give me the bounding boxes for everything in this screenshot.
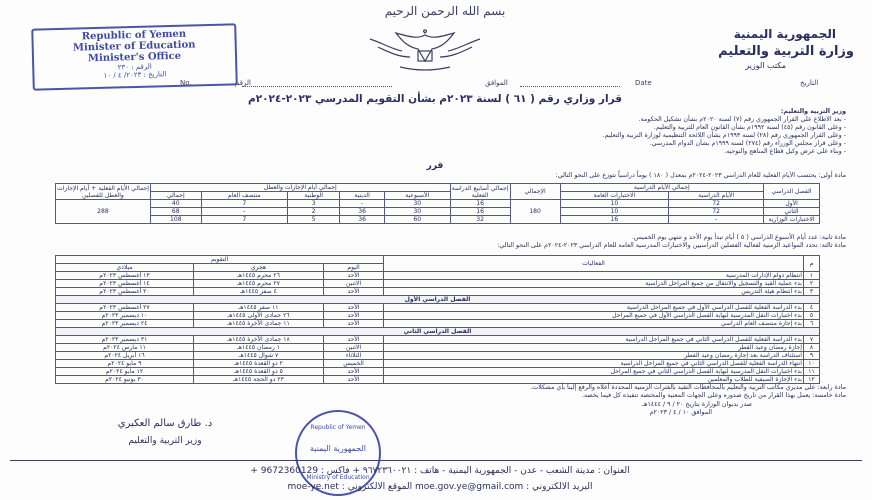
cell-gregorian: ٢٠ أغسطس ٢٠٢٣م — [56, 288, 194, 296]
cell-activity: بدء الدراسة الفعلية للفصل الدراسي الأول في جميع المراحل الدراسية — [384, 304, 804, 312]
cell-activity: انتهاء الدراسة الفعلية للفصل الدراسي الثاني في جميع المراحل الدراسية — [384, 360, 804, 368]
table-row — [56, 336, 820, 344]
decides-heading: قرر — [426, 161, 444, 171]
table-row — [56, 312, 820, 320]
footer-divider — [10, 460, 862, 461]
republic-title-ar: الجمهورية اليمنية — [733, 27, 836, 41]
preamble-line: وزير التربية والتعليم: — [780, 108, 846, 115]
th-total: الإجمالي — [510, 184, 560, 200]
cell-religious: - — [340, 200, 385, 208]
article-4: مادة رابعة: على مديري مكاتب التربية والتعليم بالمحافظات التقيد بالفترات الزمنية المحددة أعلاه والرفع إلينا بأي مشكلات. — [530, 384, 846, 391]
th-midyear: منتصف العام — [201, 192, 287, 200]
table-row — [56, 376, 820, 384]
cell-num: ١١ — [804, 368, 820, 376]
cell-activity: بدء الإجازة الصيفية للطلاب والمعلمين — [384, 376, 804, 384]
stamp-line-date: التاريخ : ٢٠٢٣/ ٤ / ١٠ — [103, 70, 167, 80]
date-label-ar: التاريخ — [800, 79, 819, 87]
cell-day: الأحد — [324, 320, 384, 328]
cell-days: - — [669, 216, 764, 224]
cell-grand-total: 288 — [56, 200, 151, 224]
cell-day: الاثنين — [324, 280, 384, 288]
cell-hijri: ١١ جمادى الآخرة ١٤٤٥هـ — [194, 320, 324, 328]
th-weeks: إجمالي أسابيع الدراسة الفعلية — [451, 184, 509, 199]
table-row — [56, 360, 820, 368]
th-exams: الاختبارات العامة — [560, 192, 669, 200]
cell-hijri: ٢٦ جمادى الأولى ١٤٤٥هـ — [194, 312, 324, 320]
cell-days: 72 — [669, 200, 764, 208]
cell-day: الأحد — [324, 368, 384, 376]
footer-contact: البريد الالكتروني : moe.gov.ye@gmail.com الموقع الالكتروني : moe-ye.net — [287, 482, 593, 492]
cell-vac-total: 68 — [151, 208, 202, 216]
th-activity: الفعاليات — [384, 256, 804, 272]
cell-religious: 36 — [340, 208, 385, 216]
th-gregorian: ميلادي — [56, 264, 194, 272]
cell-gregorian: ١٠ ديسمبر ٢٠٢٣م — [56, 312, 194, 320]
attach-line — [520, 86, 620, 87]
eagle-emblem-icon — [360, 27, 490, 73]
cell-num: ١٠ — [804, 360, 820, 368]
cell-gregorian: ٣٠ يونيو ٢٠٢٤م — [56, 376, 194, 384]
cell-gregorian: ٩ مايو ٢٠٢٤م — [56, 360, 194, 368]
cell-gregorian: ٢٤ ديسمبر ٢٠٢٣م — [56, 320, 194, 328]
cell-hijri: ٢٧ محرم ١٤٤٥هـ — [194, 280, 324, 288]
table-row — [56, 200, 820, 208]
section-first-semester: الفصل الدراسي الأول — [56, 296, 820, 304]
cell-national: 5 — [288, 216, 340, 224]
cell-day: الاثنين — [324, 344, 384, 352]
table-row — [56, 272, 820, 280]
th-day: اليوم — [324, 264, 384, 272]
cell-num: ٥ — [804, 312, 820, 320]
ref-line — [242, 86, 392, 87]
cell-hijri: ٢٣ ذو الحجة ١٤٤٥هـ — [194, 376, 324, 384]
cell-exams: 10 — [560, 200, 669, 208]
cell-hijri: ١١ صفر ١٤٤٥هـ — [194, 304, 324, 312]
cell-day: الأحد — [324, 272, 384, 280]
cell-midyear: - — [201, 208, 287, 216]
days-distribution-table — [55, 183, 820, 224]
cell-activity: بدء إجازة منتصف العام الدراسي — [384, 320, 804, 328]
issued-date: صدر بديوان الوزارة بتاريخ ٢٠ / ٩ / ١٤٤٤هـ — [642, 401, 752, 408]
cell-weeks: 16 — [450, 200, 510, 208]
cell-gregorian: ٣١ ديسمبر ٢٠٢٣م — [56, 336, 194, 344]
table-row — [56, 208, 820, 216]
cell-gregorian: ٢٧ أغسطس ٢٠٢٣م — [56, 304, 194, 312]
cell-weeks: 32 — [450, 216, 510, 224]
stamp-line-office: Minister's Office — [87, 50, 182, 65]
cell-gregorian: ١٤ أغسطس ٢٠٢٣م — [56, 280, 194, 288]
preamble-line: - وعلى قرار مجلس الوزراء رقم (٢٧٤) لسنة ١٩٩٩م بشأن الدوام المدرسي. — [649, 140, 846, 147]
calendar-table — [55, 255, 820, 384]
table-row — [56, 352, 820, 360]
cell-activity: انتظام دوام الإدارات المدرسية — [384, 272, 804, 280]
cell-num: ٤ — [804, 304, 820, 312]
preamble-line: - بعد الاطلاع على القرار الجمهوري رقم (٧) لسنة ٢٠٢٠م بشأن تشكيل الحكومة. — [638, 116, 846, 123]
cell-midyear: 7 — [201, 216, 287, 224]
article-2: مادة ثانية: عدد أيام الأسبوع الدراسي ( ٥ ) أيام تبدأ يوم الأحد و تنتهي يوم الخميس. — [632, 234, 846, 241]
cell-activity: بدء الدراسة الفعلية للفصل الدراسي الثاني في جميع المراحل الدراسية — [384, 336, 804, 344]
article-3: مادة ثالثة: تحدد المواعيد الزمنية لفعالية الفصلين الدراسيين والاختبارات المدرسية العامة للعام الدراسي ٢٠٢٣-٢٠٢٤م على النحو التالي: — [497, 242, 846, 249]
th-study-days: إجمالي الأيام الدراسية — [560, 184, 763, 192]
cell-vac-total: 108 — [151, 216, 202, 224]
article-5: مادة خامسة: يعمل بهذا القرار من تاريخ صدوره وعلى الجهات المعنية والمختصة تنفيذه كل فيما يخصه. — [582, 392, 846, 399]
cell-gregorian: ١٣ أغسطس ٢٠٢٣م — [56, 272, 194, 280]
cell-day: الأحد — [324, 312, 384, 320]
cell-midyear: 7 — [201, 200, 287, 208]
cell-activity: بدء عملية القيد والتسجيل والانتقال من جميع المراحل الدراسية — [384, 280, 804, 288]
cell-gregorian: ١٢ مايو ٢٠٢٤م — [56, 368, 194, 376]
date-label-en: Date — [635, 79, 652, 87]
footer-address: العنوان : مدينة الشعب - عدن - الجمهورية اليمنية - هاتف : ٩٦٧٢٣٦٠٠٢١ + فاكس : 9672360129 + — [250, 466, 630, 476]
cell-day: الثلاثاء — [324, 352, 384, 360]
cell-days: 72 — [669, 208, 764, 216]
cell-num: ٩ — [804, 352, 820, 360]
cell-activity: استئناف الدراسة بعد إجازة رمضان وعيد الفطر — [384, 352, 804, 360]
cell-num: ١ — [804, 272, 820, 280]
attach-label-ar: الموافق — [485, 79, 508, 87]
cell-national: 2 — [288, 208, 340, 216]
cell-activity: بدء اختبارات النقل المدرسية لنهاية الفصل الدراسي الأول في جميع المراحل — [384, 312, 804, 320]
cell-day: الأحد — [324, 304, 384, 312]
cell-gregorian: ١٦ أبريل ٢٠٢٤م — [56, 352, 194, 360]
cell-num: ٨ — [804, 344, 820, 352]
cell-total: 180 — [510, 200, 560, 224]
cell-num: ٢ — [804, 280, 820, 288]
cell-num: ١٢ — [804, 376, 820, 384]
round-stamp-line1: Republic of Yemen — [310, 424, 366, 431]
preamble-line: - وبناء على عرض وكيل قطاع المناهج والتوجيه. — [724, 148, 846, 155]
th-national: الوطنية — [288, 192, 340, 200]
th-weekly: الأسبوعية — [384, 192, 450, 200]
cell-day: الخميس — [324, 360, 384, 368]
cell-num: ٦ — [804, 320, 820, 328]
cell-hijri: ٧ شوال ١٤٤٥هـ — [194, 352, 324, 360]
ref-label-en: No. — [180, 79, 192, 87]
table-row — [56, 216, 820, 224]
cell-religious: 36 — [340, 216, 385, 224]
th-hijri: هجري — [194, 264, 324, 272]
th-religious: الدينية — [340, 192, 385, 200]
th-vac-total: إجمالي — [151, 192, 202, 200]
cell-hijri: ٥ ذو القعدة ١٤٤٥هـ — [194, 368, 324, 376]
round-stamp-line2: Ministry of Education — [306, 474, 370, 481]
cell-semester: الأول — [764, 200, 820, 208]
table-row — [56, 288, 820, 296]
cell-activity: إجازة رمضان وعيد الفطر — [384, 344, 804, 352]
cell-hijri: ٤ صفر ١٤٤٥هـ — [194, 288, 324, 296]
cell-day: الأحد — [324, 376, 384, 384]
cell-semester: الثاني — [764, 208, 820, 216]
article-1: مادة أولى: يحتسب الأيام الفعلية للعام الدراسي ٢٠٢٣-٢٠٢٤م بمعدل ( ١٨٠ ) يوماً دراسياً تتوزع على النحو التالي: — [555, 172, 846, 179]
preamble-line: - وعلى القرار الجمهوري رقم (٢٨) لسنة ١٩٩٣م بشأن اللائحة التنظيمية لوزارة التربية والتعليم. — [602, 132, 846, 139]
cell-day: الأحد — [324, 288, 384, 296]
signature-title: وزير التربية والتعليم — [128, 436, 202, 446]
cell-weeks: 16 — [450, 208, 510, 216]
preamble — [26, 108, 846, 156]
cell-weekly: 30 — [384, 200, 450, 208]
cell-hijri: ١٨ جمادى الآخرة ١٤٤٥هـ — [194, 336, 324, 344]
table-row — [56, 344, 820, 352]
cell-hijri: ٢٦ محرم ١٤٤٥هـ — [194, 272, 324, 280]
cell-day: الأحد — [324, 336, 384, 344]
table-row — [56, 320, 820, 328]
signature-name: د. طارق سالم العكبري — [117, 418, 213, 429]
cell-semester: الاختبارات الوزارية — [764, 216, 820, 224]
cell-weekly: 30 — [384, 208, 450, 216]
stamp-line-number: الرقم : ٢٣٠ — [117, 62, 152, 72]
decree-title: قرار وزاري رقم ( ٦١ ) لسنة ٢٠٢٣م بشأن التقويم المدرسي ٢٠٢٣-٢٠٢٤م — [248, 93, 622, 105]
cell-exams: 10 — [560, 208, 669, 216]
cell-num: ٣ — [804, 288, 820, 296]
ministry-title-ar: وزارة التربية والتعليم — [718, 44, 854, 59]
cell-gregorian: ١١ مارس ٢٠٢٤م — [56, 344, 194, 352]
office-title-ar: مكتب الوزير — [745, 61, 786, 70]
basmala: بسم الله الرحمن الرحيم — [384, 4, 506, 18]
th-calendar: التقويم — [56, 256, 384, 264]
preamble-line: - وعلى القانون رقم (٤٥) لسنة ١٩٩٢م بشأن القانون العام للتربية والتعليم. — [653, 124, 846, 131]
stamp-line-republic: Republic of Yemen — [81, 28, 187, 43]
cell-vac-total: 40 — [151, 200, 202, 208]
cell-exams: 16 — [560, 216, 669, 224]
th-semester: الفصل الدراسي — [764, 184, 820, 200]
th-grand: إجمالي الأيام الفعلية + أيام الإجازات والعطل للفصلين — [57, 184, 149, 199]
table-row — [56, 304, 820, 312]
section-second-semester: الفصل الدراسي الثاني — [56, 328, 820, 336]
cell-hijri: ١ رمضان ١٤٤٥هـ — [194, 344, 324, 352]
th-vacations: إجمالي أيام الإجازات والعطل — [151, 184, 451, 192]
th-days: الأيام الدراسية — [669, 192, 764, 200]
round-stamp-line3: الجمهورية اليمنية — [309, 444, 366, 453]
ref-label-ar: الرقم — [235, 79, 251, 87]
reference-row — [180, 79, 840, 91]
cell-activity: بدء انتظام هيئة التدريس — [384, 288, 804, 296]
cell-hijri: ٢ ذو القعدة ١٤٤٥هـ — [194, 360, 324, 368]
table-row — [56, 368, 820, 376]
corresponding-date: الموافق ١٠ / ٤ / ٢٠٢٣م — [649, 409, 712, 416]
cell-activity: بدء اختبارات النقل المدرسية لنهاية الفصل الدراسي الثاني في جميع المراحل — [384, 368, 804, 376]
cell-weekly: 60 — [384, 216, 450, 224]
cell-num: ٧ — [804, 336, 820, 344]
stamp-line-ministry: Minister of Education — [72, 39, 196, 54]
table-row — [56, 280, 820, 288]
cell-national: 3 — [288, 200, 340, 208]
th-num: م — [804, 256, 820, 272]
